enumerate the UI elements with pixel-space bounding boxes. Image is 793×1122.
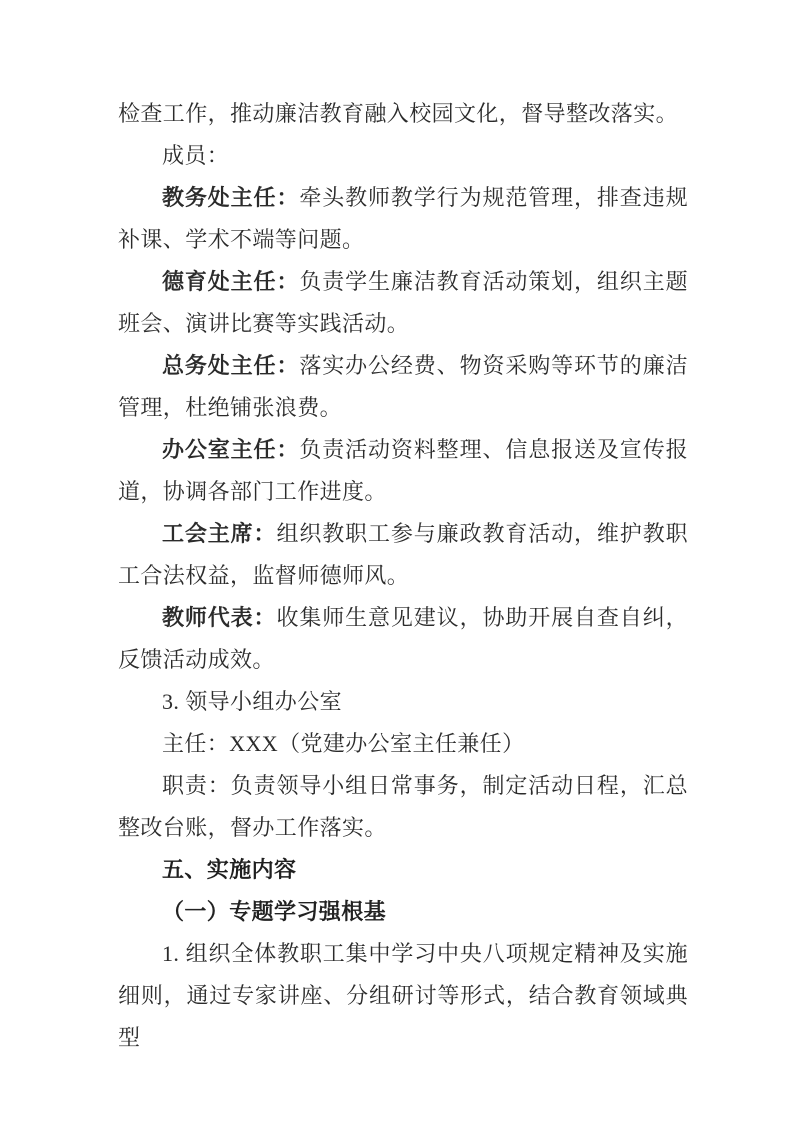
heading-special-study: （一）专题学习强根基	[162, 899, 387, 924]
role-description: 组织教职工参与廉政教育活动，维护教职工合法权益，监督师德师风。	[118, 521, 688, 588]
role-label: 教师代表：	[162, 605, 277, 630]
paragraph-study-item-1: 1. 组织全体教职工集中学习中央八项规定精神及实施细则，通过专家讲座、分组研讨等形式，结合教育领域典型	[118, 941, 688, 1050]
paragraph-office-director	[118, 429, 688, 513]
paragraph-teacher-representative	[118, 597, 688, 681]
paragraph-academic-affairs-director	[118, 177, 688, 261]
role-label: 工会主席：	[162, 521, 277, 546]
role-description: 落实办公经费、物资采购等环节的廉洁管理，杜绝铺张浪费。	[118, 353, 688, 420]
page-content	[118, 93, 688, 1059]
role-label: 办公室主任：	[162, 437, 300, 462]
role-description: 负责学生廉洁教育活动策划，组织主题班会、演讲比赛等实践活动。	[118, 269, 688, 336]
paragraph-union-chairman	[118, 513, 688, 597]
paragraph-moral-education-director	[118, 261, 688, 345]
role-description: 负责活动资料整理、信息报送及宣传报道，协调各部门工作进度。	[118, 437, 688, 504]
paragraph-continuation: 检查工作，推动廉洁教育融入校园文化，督导整改落实。	[118, 101, 679, 126]
paragraph-general-affairs-director	[118, 345, 688, 429]
heading-implementation-content: 五、实施内容	[162, 857, 297, 882]
paragraph-office-head: 主任：XXX（党建办公室主任兼任）	[162, 731, 525, 756]
role-description: 牵头教师教学行为规范管理，排查违规补课、学术不端等问题。	[118, 185, 688, 252]
paragraph-office-duties: 职责：负责领导小组日常事务，制定活动日程，汇总整改台账，督办工作落实。	[118, 773, 688, 840]
role-label: 德育处主任：	[162, 269, 300, 294]
paragraph-members-label: 成员：	[162, 143, 230, 168]
role-label: 教务处主任：	[162, 185, 300, 210]
paragraph-leading-group-office: 3. 领导小组办公室	[162, 689, 343, 714]
role-description: 收集师生意见建议，协助开展自查自纠，反馈活动成效。	[118, 605, 688, 672]
role-label: 总务处主任：	[162, 353, 300, 378]
